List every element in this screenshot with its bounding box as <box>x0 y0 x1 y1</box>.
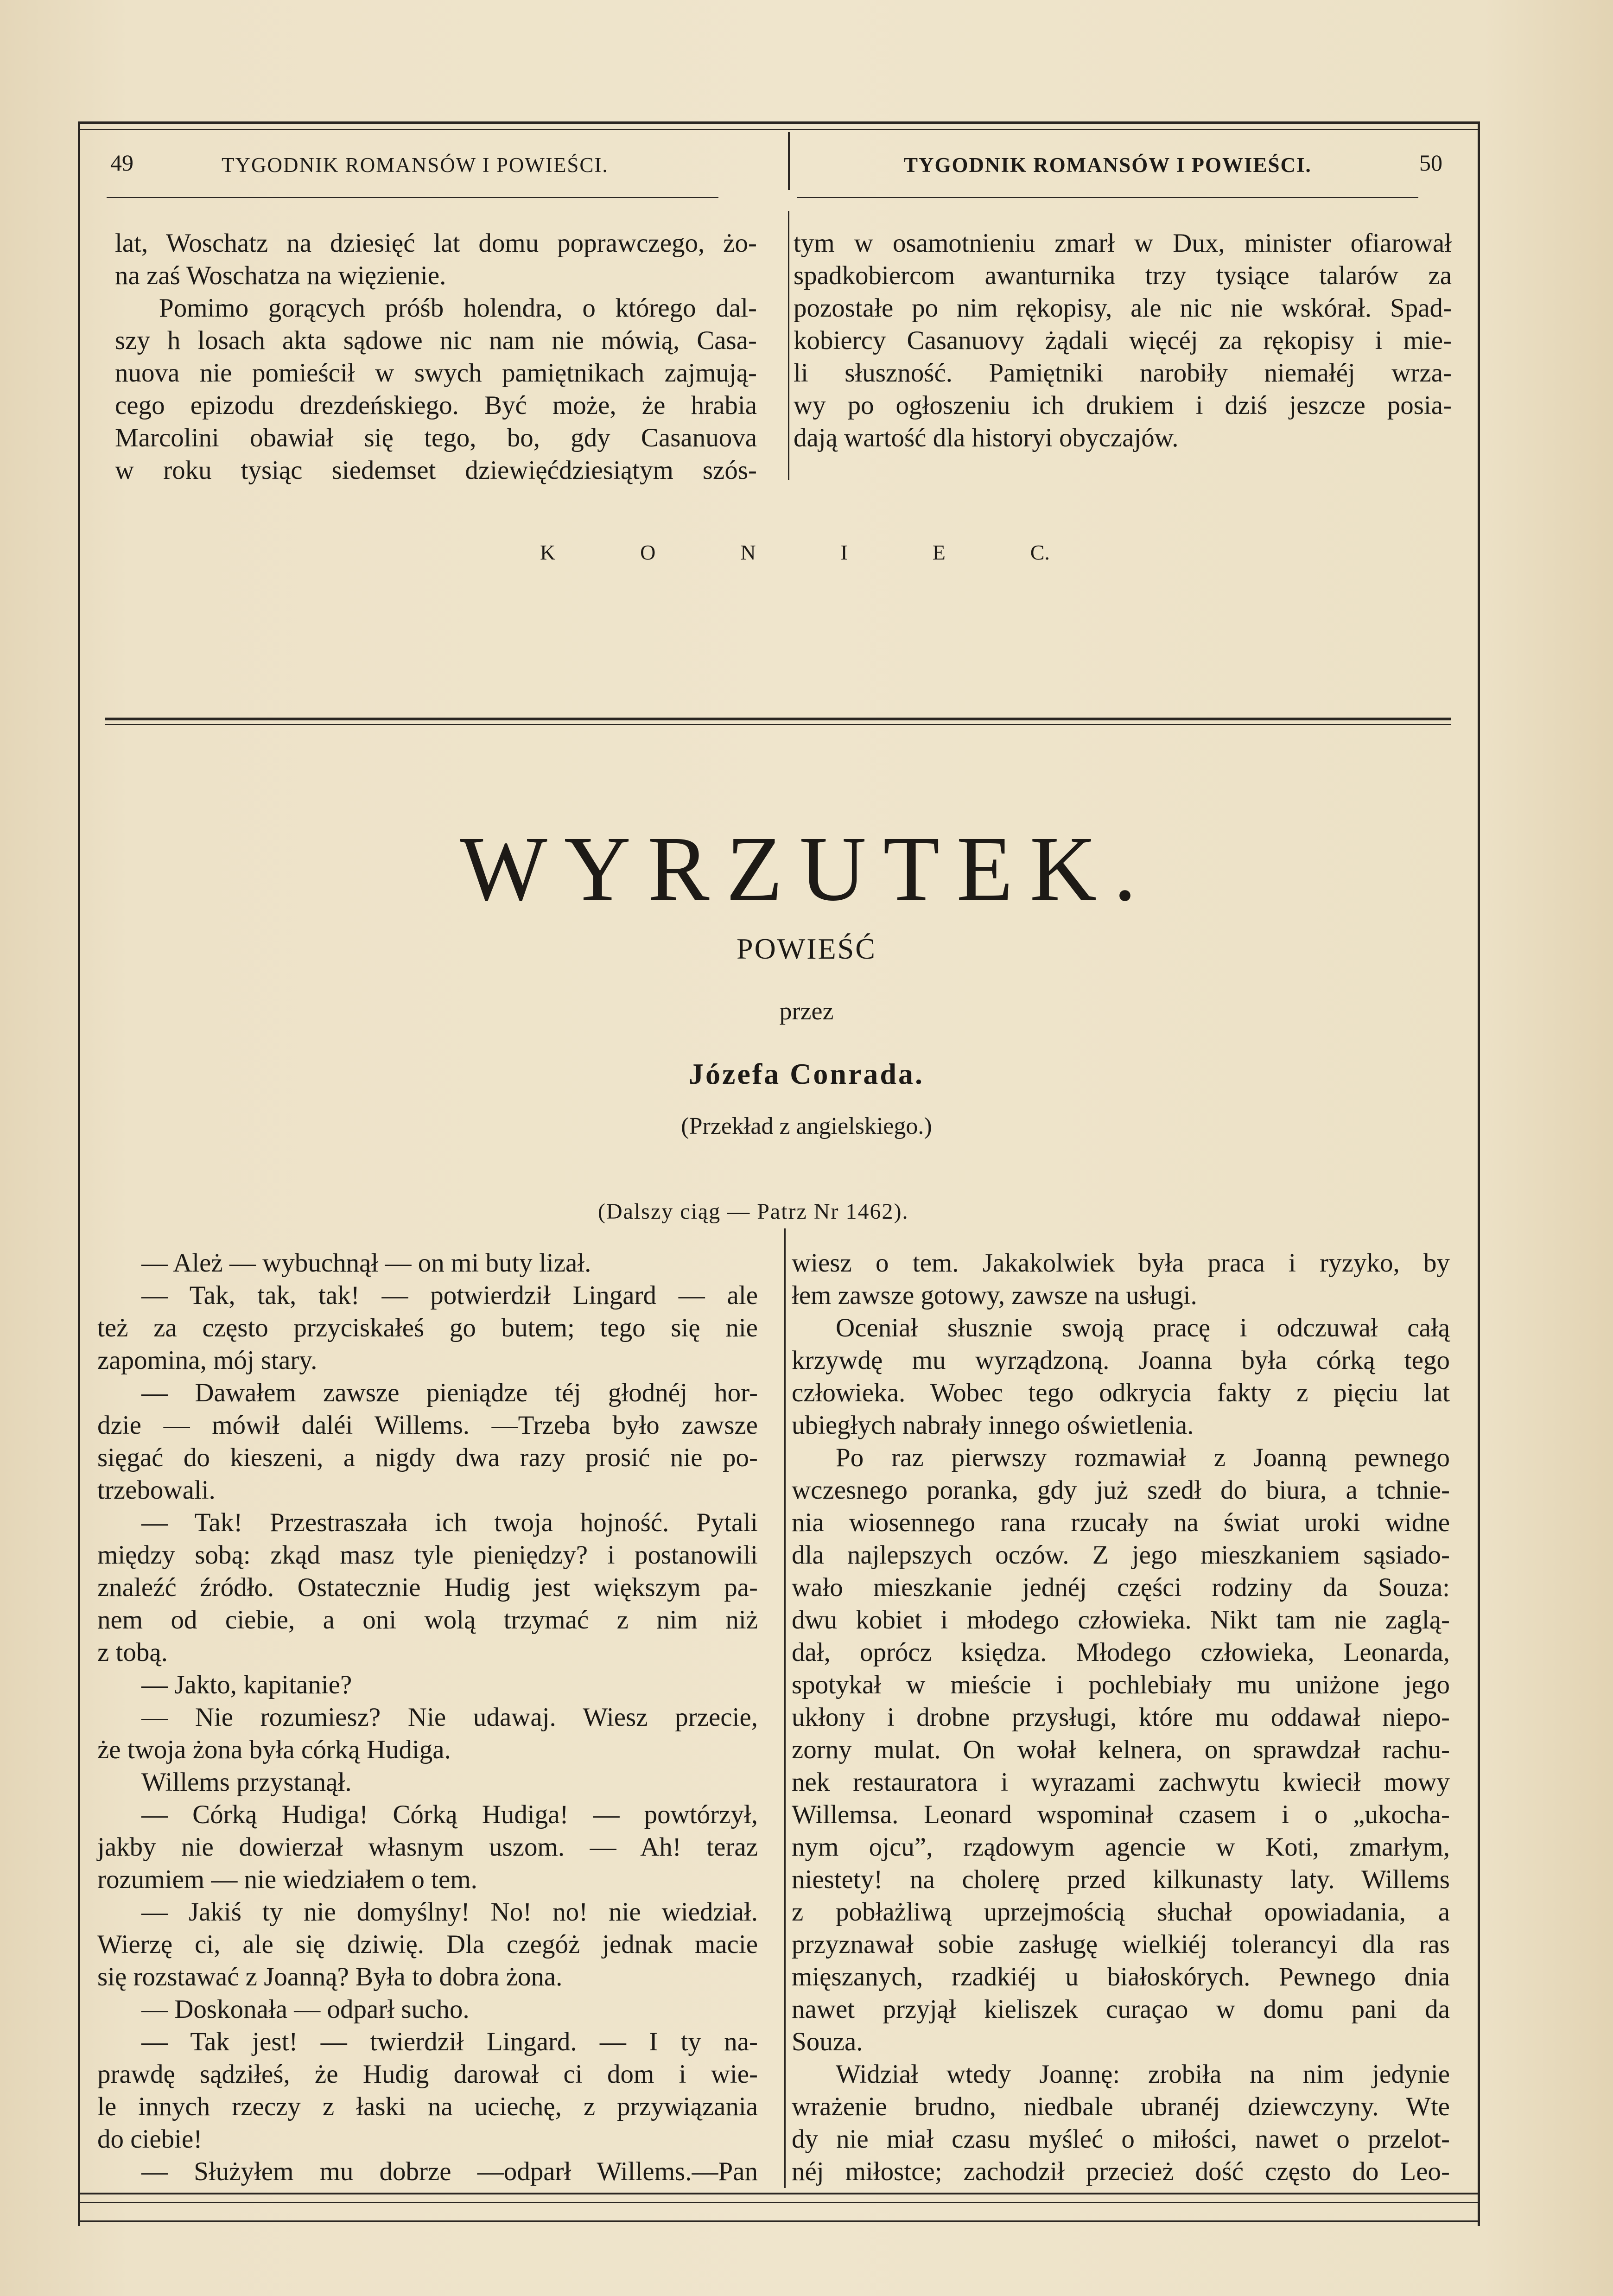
text-line: — Ależ — wybuchnął — on mi buty lizał. <box>141 1248 591 1278</box>
text-line: ukłony i drobne przysługi, które mu oddawał niepo- <box>792 1703 1450 1732</box>
text-line: dał, oprócz księdza. Młodego człowieka, Leonarda, <box>792 1638 1450 1667</box>
text-line: dwu kobiet i młodego człowieka. Nikt tam nie zaglą- <box>792 1605 1450 1635</box>
text-line: li słuszność. Pamiętniki narobiły niemałéj wrza- <box>794 358 1452 388</box>
bottom-rule-3 <box>78 2220 1480 2222</box>
text-line: nem od ciebie, a oni wolą trzymać z nim niż <box>97 1605 758 1635</box>
text-line: — Nie rozumiesz? Nie udawaj. Wiesz przecie, <box>141 1703 758 1732</box>
text-line: lat, Woschatz na dziesięć lat domu poprawczego, żo- <box>115 229 757 258</box>
bottom-right-column <box>792 1247 1450 2188</box>
text-line: nawet przyjął kieliszek curaçao w domu pani da <box>792 1995 1450 2024</box>
text-line: — Jakto, kapitanie? <box>141 1670 352 1699</box>
koniec-letter: K <box>540 541 556 564</box>
text-line: tym w osamotnieniu zmarł w Dux, minister ofiarował <box>794 229 1452 258</box>
text-line: znaleźć źródło. Ostatecznie Hudig jest większym pa- <box>97 1573 758 1602</box>
koniec-end-mark <box>540 540 1050 565</box>
text-line: dają wartość dla historyi obyczajów. <box>794 423 1179 452</box>
bottom-rule-2 <box>78 2202 1480 2203</box>
text-line: jakby nie dowierzał własnym uszom. — Ah! teraz <box>97 1832 758 1862</box>
story-author: Józefa Conrada. <box>689 1057 924 1090</box>
text-line: dla najlepszych oczów. Z jego mieszkaniem sąsiado- <box>792 1540 1450 1570</box>
top-column-divider <box>788 211 789 480</box>
text-line: wiesz o tem. Jakakolwiek była praca i ryzyko, by <box>792 1248 1450 1278</box>
text-line: ubiegłych nabrały innego oświetlenia. <box>792 1411 1194 1440</box>
bottom-column-divider <box>784 1228 786 2188</box>
bottom-rule-1 <box>78 2193 1480 2194</box>
text-line: — Jakiś ty nie domyślny! No! no! nie wiedział. <box>141 1897 758 1927</box>
text-line: — Tak, tak, tak! — potwierdził Lingard — ale <box>141 1281 758 1310</box>
text-line: do ciebie! <box>97 2124 203 2154</box>
text-line: spotykał w mieście i pochlebiały mu uniżone jego <box>792 1670 1450 1699</box>
story-by: przez <box>779 997 834 1025</box>
koniec-letter: I <box>840 541 848 564</box>
text-line: na zaś Woschatza na więzienie. <box>115 261 446 290</box>
text-line: trzebowali. <box>97 1476 216 1505</box>
section-rule-thick <box>105 718 1451 720</box>
text-line: nuova nie pomieścił w swych pamiętnikach zajmują- <box>115 358 757 388</box>
text-line: z tobą. <box>97 1638 168 1667</box>
left-page-number: 49 <box>110 150 133 176</box>
text-line: cego epizodu drezdeńskiego. Być może, że hrabia <box>115 391 757 420</box>
text-line: że twoja żona była córką Hudiga. <box>97 1735 451 1764</box>
text-line: Wierzę ci, ale się dziwię. Dla czegóż jednak macie <box>97 1930 758 1959</box>
story-title: WYRZUTEK. <box>460 818 1153 920</box>
text-line: Pomimo gorących próśb holendra, o którego dal- <box>159 293 757 323</box>
text-line: — Służyłem mu dobrze —odparł Willems.—Pan <box>141 2157 758 2186</box>
text-line: wy po ogłoszeniu ich drukiem i dziś jeszcze posia- <box>794 391 1452 420</box>
text-line: dzie — mówił daléi Willems. —Trzeba było zawsze <box>97 1411 758 1440</box>
header-rule-left <box>107 197 718 198</box>
text-line: le innych rzeczy z łaski na uciechę, z przywiązania <box>97 2092 758 2121</box>
text-line: wało mieszkanie jednéj części rodziny da Souza: <box>792 1573 1450 1602</box>
text-line: nek restauratora i wyrazami zachwytu kwiecił mowy <box>792 1768 1450 1797</box>
text-line: Souza. <box>792 2027 863 2056</box>
story-genre: POWIEŚĆ <box>737 932 876 965</box>
text-line: rozumiem — nie wiedziałem o tem. <box>97 1865 477 1894</box>
text-line: z pobłażliwą uprzejmością słuchał opowiadania, a <box>792 1897 1450 1927</box>
text-line: wczesnego poranka, gdy już szedł do biura, a tchnie- <box>792 1476 1450 1505</box>
text-line: wrażenie brudno, niedbale ubranéj dziewczyny. Wte <box>792 2092 1450 2121</box>
text-line: spadkobiercom awanturnika trzy tysiące talarów za <box>794 261 1452 290</box>
continued-note: (Dalszy ciąg — Patrz Nr 1462). <box>598 1199 909 1224</box>
text-line: łem zawsze gotowy, zawsze na usługi. <box>792 1281 1197 1310</box>
frame-right-line <box>1478 121 1480 2226</box>
text-line: — Tak! Przestraszała ich twoja hojność. Pytali <box>141 1508 758 1537</box>
text-line: zorny mulat. On wołał kelnera, on sprawdzał rachu- <box>792 1735 1450 1764</box>
text-line: — Dawałem zawsze pieniądze téj głodnéj hor- <box>141 1378 758 1407</box>
text-line: się rozstawać z Joanną? Była to dobra żona. <box>97 1962 563 1991</box>
text-line: człowieka. Wobec tego odkrycia fakty z pięciu lat <box>792 1378 1450 1407</box>
text-line: Widział wtedy Joannę: zrobiła na nim jedynie <box>836 2060 1450 2089</box>
text-line: też za często przyciskałeś go butem; tego się nie <box>97 1313 758 1342</box>
text-line: zapomina, mój stary. <box>97 1346 318 1375</box>
text-line: prawdę sądziłeś, że Hudig darował ci dom i wie- <box>97 2060 758 2089</box>
koniec-letter: E <box>932 541 946 564</box>
text-line: — Córką Hudiga! Córką Hudiga! — powtórzył, <box>141 1800 758 1829</box>
koniec-letter: O <box>640 541 656 564</box>
text-line: niestety! na cholerę przed kilkunasty laty. Willems <box>792 1865 1450 1894</box>
text-line: Willems przystanął. <box>141 1768 352 1797</box>
right-running-header: TYGODNIK ROMANSÓW I POWIEŚCI. <box>904 153 1312 177</box>
koniec-letter: C. <box>1030 541 1050 564</box>
text-line: — Tak jest! — twierdził Lingard. — I ty na- <box>141 2027 758 2056</box>
text-line: Po raz pierwszy rozmawiał z Joanną pewnego <box>836 1443 1450 1472</box>
text-line: między sobą: zkąd masz tyle pieniędzy? i postanowili <box>97 1540 758 1570</box>
translation-note: (Przekład z angielskiego.) <box>681 1113 932 1139</box>
text-line: Oceniał słusznie swoją pracę i odczuwał całą <box>836 1313 1450 1342</box>
text-line: nia wiosennego rana rzucały na świat uroki widne <box>792 1508 1450 1537</box>
text-line: — Doskonała — odparł sucho. <box>141 1995 470 2024</box>
frame-top-line <box>78 121 1480 124</box>
text-line: néj miłostce; zachodził przecież dość często do Leo- <box>792 2157 1450 2186</box>
header-column-divider <box>788 132 790 190</box>
text-line: sięgać do kieszeni, a nigdy dwa razy prosić nie po- <box>97 1443 758 1472</box>
top-left-column <box>115 227 757 487</box>
frame-top-line-2 <box>78 129 1480 130</box>
text-line: mięszanych, rzadkiéj u białoskórych. Pewnego dnia <box>792 1962 1450 1991</box>
text-line: szy h losach akta sądowe nic nam nie mówią, Casa- <box>115 326 757 355</box>
text-line: krzywdę mu wyrządzoną. Joanna była córką tego <box>792 1346 1450 1375</box>
frame-left-line <box>78 121 80 2226</box>
text-line: przyznawał sobie zasługę wielkiéj tolerancyi dla ras <box>792 1930 1450 1959</box>
right-page-number: 50 <box>1419 150 1442 176</box>
bottom-left-column <box>97 1247 758 2188</box>
text-line: w roku tysiąc siedemset dziewięćdziesiątym szós- <box>115 456 757 485</box>
header-rule-right <box>797 197 1418 198</box>
section-rule-thin <box>105 724 1451 725</box>
text-line: Willemsa. Leonard wspominał czasem i o „ukocha- <box>792 1800 1450 1829</box>
text-line: Marcolini obawiał się tego, bo, gdy Casanuova <box>115 423 757 452</box>
text-line: nym ojcu”, rządowym agencie w Koti, zmarłym, <box>792 1832 1450 1862</box>
text-line: dy nie miał czasu myśleć o miłości, nawet o przelot- <box>792 2124 1450 2154</box>
koniec-letter: N <box>740 541 756 564</box>
text-line: kobiercy Casanuovy żądali więcéj za rękopisy i mie- <box>794 326 1452 355</box>
text-line: pozostałe po nim rękopisy, ale nic nie wskórał. Spad- <box>794 293 1452 323</box>
top-right-column <box>794 227 1452 454</box>
left-running-header: TYGODNIK ROMANSÓW I POWIEŚCI. <box>222 153 609 177</box>
